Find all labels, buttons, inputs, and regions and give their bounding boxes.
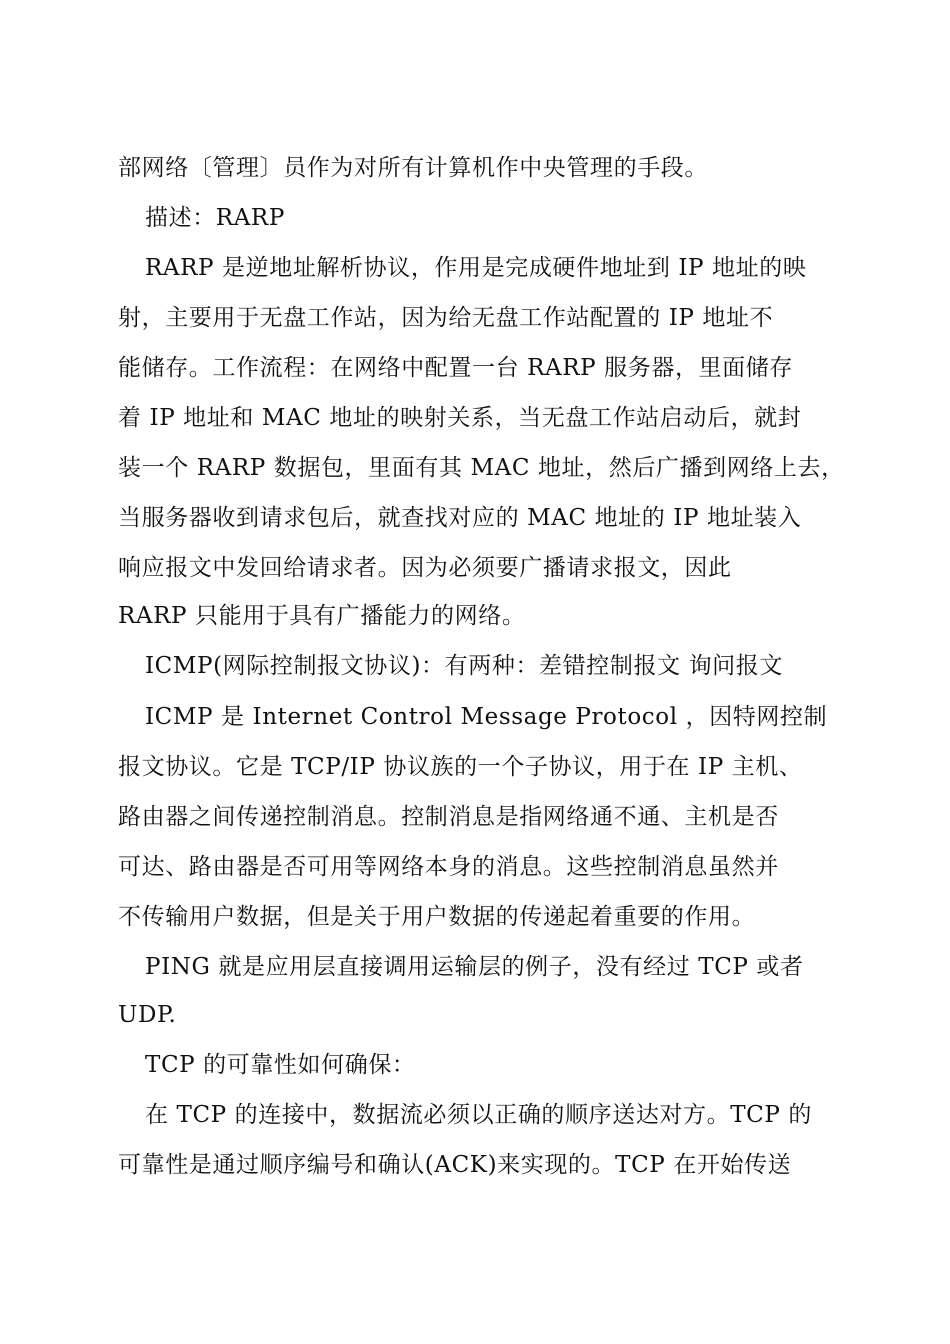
text-line-6: 着 IP 地址和 MAC 地址的映射关系，当无盘工作站启动后，就封 bbox=[118, 405, 802, 431]
text-line-2: 描述：RARP bbox=[145, 205, 285, 231]
text-line-15: 可达、路由器是否可用等网络本身的消息。这些控制消息虽然并 bbox=[118, 854, 779, 880]
text-line-16: 不传输用户数据，但是关于用户数据的传递起着重要的作用。 bbox=[118, 904, 756, 930]
text-line-11: ICMP(网际控制报文协议)：有两种：差错控制报文 询问报文 bbox=[145, 653, 783, 679]
text-line-8: 当服务器收到请求包后，就查找对应的 MAC 地址的 IP 地址装入 bbox=[118, 505, 802, 531]
text-line-1: 部网络〔管理〕员作为对所有计算机作中央管理的手段。 bbox=[118, 155, 708, 181]
text-line-14: 路由器之间传递控制消息。控制消息是指网络通不通、主机是否 bbox=[118, 804, 779, 830]
text-line-4: 射，主要用于无盘工作站，因为给无盘工作站配置的 IP 地址不 bbox=[118, 305, 774, 331]
text-line-18: UDP. bbox=[118, 1002, 177, 1028]
text-line-13: 报文协议。它是 TCP/IP 协议族的一个子协议，用于在 IP 主机、 bbox=[118, 754, 803, 780]
text-line-10: RARP 只能用于具有广播能力的网络。 bbox=[118, 603, 526, 629]
text-line-17: PING 就是应用层直接调用运输层的例子，没有经过 TCP 或者 bbox=[145, 954, 804, 980]
text-line-3: RARP 是逆地址解析协议，作用是完成硬件地址到 IP 地址的映 bbox=[145, 255, 807, 281]
text-line-20: 在 TCP 的连接中，数据流必须以正确的顺序送达对方。TCP 的 bbox=[145, 1102, 812, 1128]
text-line-12: ICMP 是 Internet Control Message Protocol ，因特网控制 bbox=[145, 704, 828, 730]
text-line-7: 装一个 RARP 数据包，里面有其 MAC 地址，然后广播到网络上去， bbox=[118, 455, 845, 481]
text-line-19: TCP 的可靠性如何确保： bbox=[145, 1052, 416, 1078]
text-line-21: 可靠性是通过顺序编号和确认(ACK)来实现的。TCP 在开始传送 bbox=[118, 1152, 792, 1178]
text-line-5: 能储存。工作流程：在网络中配置一台 RARP 服务器，里面储存 bbox=[118, 355, 793, 381]
text-line-9: 响应报文中发回给请求者。因为必须要广播请求报文，因此 bbox=[118, 555, 732, 581]
